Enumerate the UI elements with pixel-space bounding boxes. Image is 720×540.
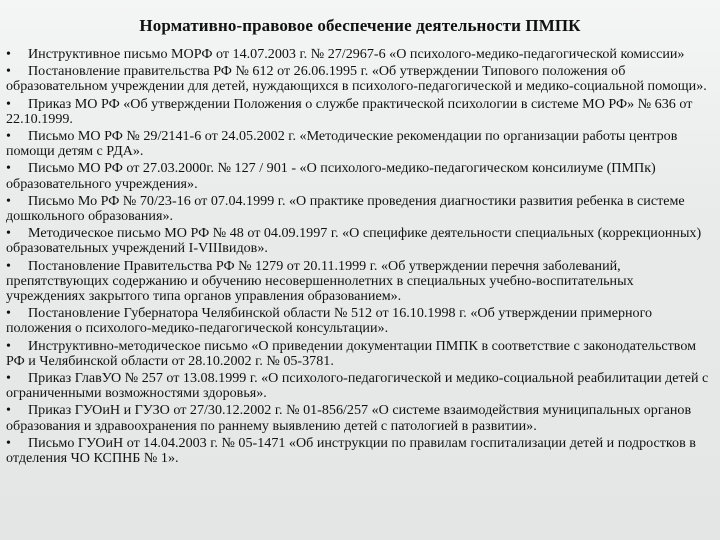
list-item xyxy=(6,129,714,159)
list-item xyxy=(6,339,714,369)
bullet-icon: • xyxy=(6,160,11,177)
list-item-text: Письмо ГУОиН от 14.04.2003 г. № 05-1471 «Об инструкции по правилам госпитализации детей и подростков в отделения ЧО КСПНБ № 1». xyxy=(6,434,696,467)
list-item xyxy=(6,97,714,127)
list-item-text: Инструктивно-методическое письмо «О приведении документации ПМПК в соответствие с законодательством РФ и Челябинской области от 28.10.2002 г. № 05-3781. xyxy=(6,337,697,369)
bullet-icon: • xyxy=(6,128,11,145)
list-item xyxy=(6,226,714,256)
list-item xyxy=(6,306,714,336)
list-item-text: Приказ ГУОиН и ГУЗО от 27/30.12.2002 г. № 01-856/257 «О системе взаимодействия муниципальных органов образования и здравоохранения по раннему выявлению детей с патологией в развитии». xyxy=(6,402,692,434)
list-item-text: Письмо Мо РФ № 70/23-16 от 07.04.1999 г. «О практике проведения диагностики развития ребенка в системе дошкольного образования». xyxy=(6,192,685,225)
list-item xyxy=(6,194,714,224)
list-item xyxy=(6,64,714,94)
bullet-icon: • xyxy=(6,46,11,62)
bullet-icon: • xyxy=(6,192,11,209)
list-item-text: Приказ ГлавУО № 257 от 13.08.1999 г. «О психолого-педагогической и медико-социальной реабилитации детей с ограниченными возможностями здоровья». xyxy=(6,370,709,402)
bullet-icon: • xyxy=(6,257,11,274)
bullet-icon: • xyxy=(6,337,11,354)
list-item xyxy=(6,371,714,401)
list-item-text: Инструктивное письмо МОРФ от 14.07.2003 г. № 27/2967-6 «О психолого-медико-педагогической комиссии» xyxy=(28,46,685,62)
list-item xyxy=(6,161,714,191)
list-item-text: Постановление Правительства РФ № 1279 от 20.11.1999 г. «Об утверждении перечня заболеваний, препятствующих содержанию и обучению несовершеннолетних в специальных учебно-воспитательных учреждениях закрытого типа органов управления образованием». xyxy=(6,257,634,305)
list-item xyxy=(6,436,714,466)
list-item-text: Методическое письмо МО РФ № 48 от 04.09.1997 г. «О специфике деятельности специальных (коррекционных) образовательных учреждений I-VIIIвидов». xyxy=(6,225,702,257)
list-item-text: Письмо МО РФ № 29/2141-6 от 24.05.2002 г. «Методические рекомендации по организации работы центров помощи детям с РДА». xyxy=(6,128,678,160)
list-item-text: Письмо МО РФ от 27.03.2000г. № 127 / 901 - «О психолого-медико-педагогическом консилиуме (ПМПк) образовательного учреждения». xyxy=(6,160,656,192)
page-title: Нормативно-правовое обеспечение деятельности ПМПК xyxy=(139,16,581,35)
list-item-text: Постановление правительства РФ № 612 от 26.06.1995 г. «Об утверждении Типового положения об образовательном учреждении для детей, нуждающихся в психолого-педагогической и медико-социальной помощи». xyxy=(6,63,707,95)
bullet-icon: • xyxy=(6,370,11,387)
list-item xyxy=(6,403,714,433)
bullet-icon: • xyxy=(6,63,11,80)
bullet-icon: • xyxy=(6,402,11,419)
document-list xyxy=(6,47,714,468)
list-item xyxy=(6,47,714,62)
bullet-icon: • xyxy=(6,434,11,451)
list-item-text: Приказ МО РФ «Об утверждении Положения о службе практической психологии в системе МО РФ» № 636 от 22.10.1999. xyxy=(6,95,693,127)
list-item-text: Постановление Губернатора Челябинской области № 512 от 16.10.1998 г. «Об утверждении примерного положения о психолого-медико-педагогической консультации». xyxy=(6,305,653,337)
bullet-icon: • xyxy=(6,95,11,112)
list-item xyxy=(6,259,714,305)
bullet-icon: • xyxy=(6,225,11,242)
bullet-icon: • xyxy=(6,305,11,322)
